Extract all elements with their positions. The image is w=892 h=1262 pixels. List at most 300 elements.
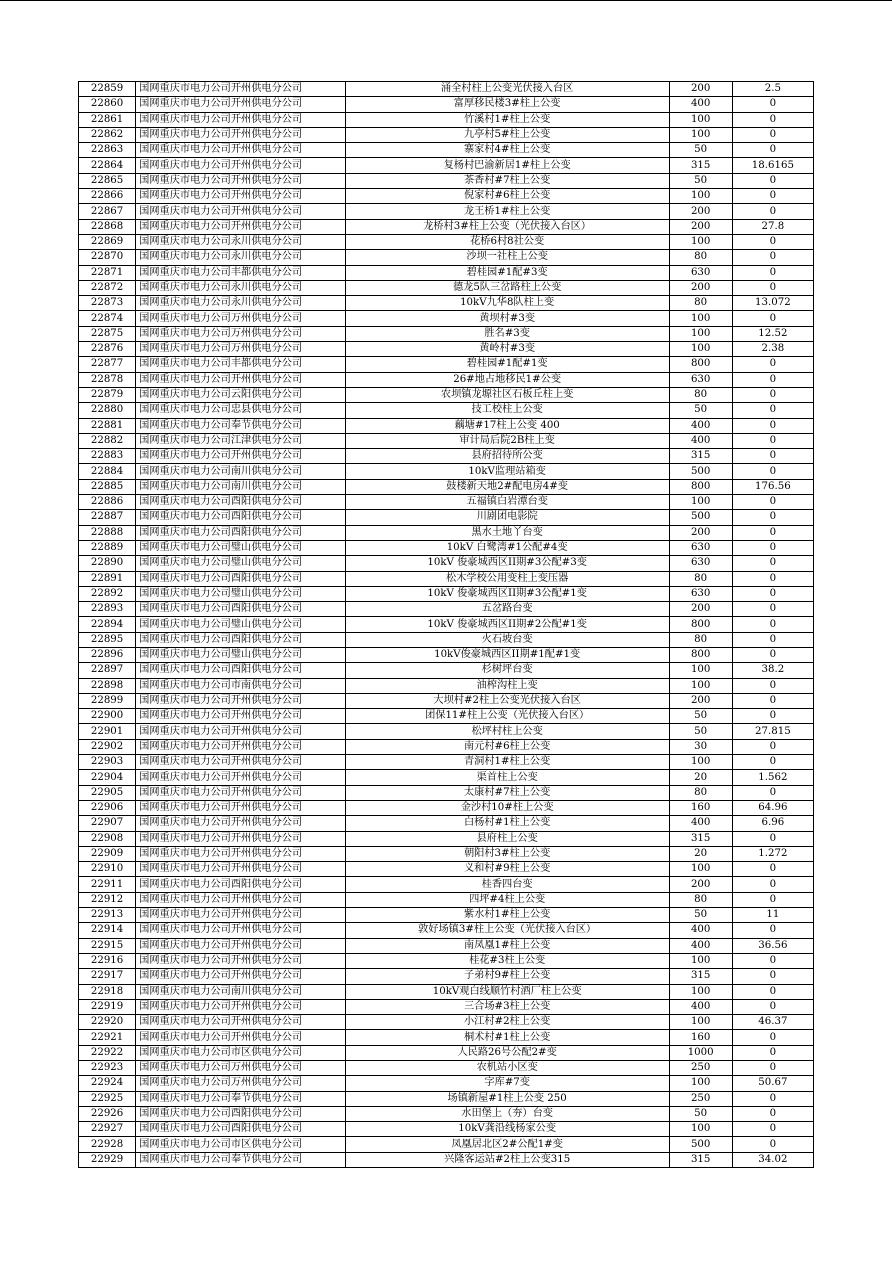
row-id-cell: 22922 [79, 1045, 136, 1060]
transformer-name-cell: 富厚移民楼3#柱上公变 [345, 97, 669, 112]
table-row [79, 1137, 814, 1152]
table-row [79, 158, 814, 173]
transformer-name-cell: 水田堡上（夯）台变 [345, 1106, 669, 1121]
transformer-name-cell: 县府柱上公变 [345, 831, 669, 846]
transformer-name-cell: 渠首柱上公变 [345, 770, 669, 785]
company-cell: 国网重庆市电力公司市南供电分公司 [136, 678, 346, 693]
row-id-cell: 22929 [79, 1152, 136, 1167]
capacity-cell: 200 [669, 525, 732, 540]
row-id-cell: 22913 [79, 908, 136, 923]
company-cell: 国网重庆市电力公司丰都供电分公司 [136, 265, 346, 280]
value-cell: 11 [732, 908, 813, 923]
company-cell: 国网重庆市电力公司万州供电分公司 [136, 1061, 346, 1076]
transformer-name-cell: 朝阳村3#柱上公变 [345, 846, 669, 861]
company-cell: 国网重庆市电力公司开州供电分公司 [136, 938, 346, 953]
capacity-cell: 100 [669, 663, 732, 678]
company-cell: 国网重庆市电力公司开州供电分公司 [136, 908, 346, 923]
transformer-name-cell: 10kV九华8队柱上变 [345, 296, 669, 311]
company-cell: 国网重庆市电力公司酉阳供电分公司 [136, 510, 346, 525]
company-cell: 国网重庆市电力公司酉阳供电分公司 [136, 632, 346, 647]
capacity-cell: 315 [669, 158, 732, 173]
row-id-cell: 22868 [79, 219, 136, 234]
row-id-cell: 22903 [79, 755, 136, 770]
transformer-name-cell: 川剧团电影院 [345, 510, 669, 525]
capacity-cell: 200 [669, 602, 732, 617]
row-id-cell: 22898 [79, 678, 136, 693]
transformer-name-cell: 白杨村#1柱上公变 [345, 816, 669, 831]
company-cell: 国网重庆市电力公司酉阳供电分公司 [136, 1106, 346, 1121]
table-row [79, 739, 814, 754]
value-cell: 0 [732, 602, 813, 617]
table-row [79, 678, 814, 693]
company-cell: 国网重庆市电力公司开州供电分公司 [136, 785, 346, 800]
transformer-name-cell: 金沙村10#柱上公变 [345, 800, 669, 815]
company-cell: 国网重庆市电力公司开州供电分公司 [136, 173, 346, 188]
row-id-cell: 22881 [79, 418, 136, 433]
capacity-cell: 50 [669, 709, 732, 724]
capacity-cell: 20 [669, 846, 732, 861]
company-cell: 国网重庆市电力公司酉阳供电分公司 [136, 495, 346, 510]
capacity-cell: 200 [669, 204, 732, 219]
value-cell: 0 [732, 433, 813, 448]
value-cell: 0 [732, 709, 813, 724]
row-id-cell: 22862 [79, 127, 136, 142]
table-row [79, 112, 814, 127]
row-id-cell: 22890 [79, 556, 136, 571]
company-cell: 国网重庆市电力公司万州供电分公司 [136, 311, 346, 326]
capacity-cell: 200 [669, 219, 732, 234]
transformer-name-cell: 德龙5队三岔路柱上公变 [345, 280, 669, 295]
company-cell: 国网重庆市电力公司璧山供电分公司 [136, 586, 346, 601]
company-cell: 国网重庆市电力公司奉节供电分公司 [136, 1152, 346, 1167]
table-row [79, 540, 814, 555]
capacity-cell: 315 [669, 831, 732, 846]
company-cell: 国网重庆市电力公司云阳供电分公司 [136, 387, 346, 402]
company-cell: 国网重庆市电力公司璧山供电分公司 [136, 540, 346, 555]
row-id-cell: 22878 [79, 372, 136, 387]
value-cell: 0 [732, 739, 813, 754]
transformer-name-cell: 鼓楼新天地2#配电房4#变 [345, 479, 669, 494]
row-id-cell: 22917 [79, 969, 136, 984]
row-id-cell: 22924 [79, 1076, 136, 1091]
row-id-cell: 22916 [79, 953, 136, 968]
transformer-name-cell: 县府招待所公变 [345, 449, 669, 464]
transformer-name-cell: 九亭村5#柱上公变 [345, 127, 669, 142]
transformer-name-cell: 南元村#6柱上公变 [345, 739, 669, 754]
row-id-cell: 22863 [79, 143, 136, 158]
capacity-cell: 800 [669, 647, 732, 662]
transformer-name-cell: 沙坝一社柱上公变 [345, 250, 669, 265]
table-row [79, 816, 814, 831]
capacity-cell: 100 [669, 953, 732, 968]
capacity-cell: 50 [669, 1106, 732, 1121]
transformer-name-cell: 10kV 俊豪城西区II期#3公配#1变 [345, 586, 669, 601]
value-cell: 0 [732, 953, 813, 968]
table-row [79, 984, 814, 999]
table-row [79, 495, 814, 510]
table-row [79, 892, 814, 907]
transformer-name-cell: 三合场#3柱上公变 [345, 999, 669, 1014]
value-cell: 0 [732, 862, 813, 877]
table-row [79, 97, 814, 112]
value-cell: 34.02 [732, 1152, 813, 1167]
capacity-cell: 630 [669, 265, 732, 280]
row-id-cell: 22861 [79, 112, 136, 127]
value-cell: 0 [732, 1122, 813, 1137]
capacity-cell: 315 [669, 969, 732, 984]
row-id-cell: 22885 [79, 479, 136, 494]
row-id-cell: 22874 [79, 311, 136, 326]
transformer-name-cell: 兴隆客运站#2柱上公变315 [345, 1152, 669, 1167]
row-id-cell: 22879 [79, 387, 136, 402]
row-id-cell: 22905 [79, 785, 136, 800]
row-id-cell: 22902 [79, 739, 136, 754]
row-id-cell: 22884 [79, 464, 136, 479]
value-cell: 0 [732, 495, 813, 510]
capacity-cell: 50 [669, 173, 732, 188]
capacity-cell: 250 [669, 1061, 732, 1076]
row-id-cell: 22906 [79, 800, 136, 815]
capacity-cell: 1000 [669, 1045, 732, 1060]
company-cell: 国网重庆市电力公司南川供电分公司 [136, 464, 346, 479]
value-cell: 0 [732, 204, 813, 219]
table-row [79, 1152, 814, 1167]
row-id-cell: 22860 [79, 97, 136, 112]
value-cell: 0 [732, 403, 813, 418]
row-id-cell: 22900 [79, 709, 136, 724]
table-row [79, 556, 814, 571]
company-cell: 国网重庆市电力公司璧山供电分公司 [136, 647, 346, 662]
capacity-cell: 100 [669, 495, 732, 510]
table-row [79, 938, 814, 953]
company-cell: 国网重庆市电力公司开州供电分公司 [136, 892, 346, 907]
value-cell: 0 [732, 372, 813, 387]
transformer-name-cell: 凤凰居北区2#公配1#变 [345, 1137, 669, 1152]
table-row [79, 265, 814, 280]
row-id-cell: 22867 [79, 204, 136, 219]
company-cell: 国网重庆市电力公司酉阳供电分公司 [136, 663, 346, 678]
company-cell: 国网重庆市电力公司永川供电分公司 [136, 280, 346, 295]
table-row [79, 219, 814, 234]
transformer-name-cell: 倪家村#6柱上公变 [345, 189, 669, 204]
capacity-cell: 315 [669, 1152, 732, 1167]
capacity-cell: 80 [669, 250, 732, 265]
company-cell: 国网重庆市电力公司酉阳供电分公司 [136, 525, 346, 540]
capacity-cell: 200 [669, 280, 732, 295]
table-row [79, 403, 814, 418]
transformer-name-cell: 四坪#4柱上公变 [345, 892, 669, 907]
value-cell: 0 [732, 586, 813, 601]
capacity-cell: 80 [669, 571, 732, 586]
company-cell: 国网重庆市电力公司万州供电分公司 [136, 1076, 346, 1091]
company-cell: 国网重庆市电力公司开州供电分公司 [136, 816, 346, 831]
value-cell: 0 [732, 525, 813, 540]
value-cell: 0 [732, 892, 813, 907]
capacity-cell: 50 [669, 403, 732, 418]
table-row [79, 250, 814, 265]
company-cell: 国网重庆市电力公司开州供电分公司 [136, 693, 346, 708]
row-id-cell: 22876 [79, 342, 136, 357]
row-id-cell: 22910 [79, 862, 136, 877]
table-row [79, 755, 814, 770]
transformer-name-cell: 龙桥村3#柱上公变（光伏接入台区） [345, 219, 669, 234]
company-cell: 国网重庆市电力公司开州供电分公司 [136, 969, 346, 984]
transformer-name-cell: 五岔路台变 [345, 602, 669, 617]
value-cell: 13.072 [732, 296, 813, 311]
transformer-name-cell: 字库#7变 [345, 1076, 669, 1091]
company-cell: 国网重庆市电力公司开州供电分公司 [136, 800, 346, 815]
row-id-cell: 22919 [79, 999, 136, 1014]
value-cell: 0 [732, 1045, 813, 1060]
table-row [79, 418, 814, 433]
table-row [79, 969, 814, 984]
table-row [79, 1030, 814, 1045]
transformer-name-cell: 涌全村柱上公变光伏接入台区 [345, 82, 669, 97]
company-cell: 国网重庆市电力公司永川供电分公司 [136, 296, 346, 311]
company-cell: 国网重庆市电力公司开州供电分公司 [136, 846, 346, 861]
transformer-name-cell: 藕塘#17柱上公变 400 [345, 418, 669, 433]
value-cell: 6.96 [732, 816, 813, 831]
company-cell: 国网重庆市电力公司丰都供电分公司 [136, 357, 346, 372]
capacity-cell: 100 [669, 311, 732, 326]
row-id-cell: 22927 [79, 1122, 136, 1137]
page-top-border [0, 0, 892, 1]
value-cell: 0 [732, 143, 813, 158]
capacity-cell: 100 [669, 342, 732, 357]
company-cell: 国网重庆市电力公司开州供电分公司 [136, 97, 346, 112]
capacity-cell: 800 [669, 479, 732, 494]
value-cell: 0 [732, 1091, 813, 1106]
transformer-name-cell: 10kV 白鹭湾#1公配#4变 [345, 540, 669, 555]
transformer-name-cell: 青洞村1#柱上公变 [345, 755, 669, 770]
value-cell: 50.67 [732, 1076, 813, 1091]
table-row [79, 143, 814, 158]
transformer-name-cell: 审计局后院2B柱上变 [345, 433, 669, 448]
value-cell: 27.815 [732, 724, 813, 739]
capacity-cell: 50 [669, 143, 732, 158]
value-cell: 0 [732, 112, 813, 127]
transformer-name-cell: 桂香四台变 [345, 877, 669, 892]
value-cell: 0 [732, 510, 813, 525]
value-cell: 0 [732, 969, 813, 984]
company-cell: 国网重庆市电力公司忠县供电分公司 [136, 403, 346, 418]
capacity-cell: 100 [669, 326, 732, 341]
row-id-cell: 22891 [79, 571, 136, 586]
company-cell: 国网重庆市电力公司酉阳供电分公司 [136, 877, 346, 892]
transformer-name-cell: 10kV观白线顺竹村酒厂柱上公变 [345, 984, 669, 999]
table-row [79, 449, 814, 464]
capacity-cell: 400 [669, 418, 732, 433]
transformer-name-cell: 碧桂园#1配#1变 [345, 357, 669, 372]
capacity-cell: 630 [669, 540, 732, 555]
company-cell: 国网重庆市电力公司开州供电分公司 [136, 724, 346, 739]
row-id-cell: 22871 [79, 265, 136, 280]
value-cell: 0 [732, 418, 813, 433]
transformer-name-cell: 太康村#7柱上公变 [345, 785, 669, 800]
company-cell: 国网重庆市电力公司万州供电分公司 [136, 326, 346, 341]
capacity-cell: 800 [669, 617, 732, 632]
row-id-cell: 22918 [79, 984, 136, 999]
capacity-cell: 200 [669, 82, 732, 97]
value-cell: 0 [732, 693, 813, 708]
capacity-cell: 100 [669, 112, 732, 127]
table-row [79, 204, 814, 219]
transformer-name-cell: 小江村#2柱上公变 [345, 1015, 669, 1030]
table-row [79, 908, 814, 923]
value-cell: 1.272 [732, 846, 813, 861]
capacity-cell: 30 [669, 739, 732, 754]
value-cell: 38.2 [732, 663, 813, 678]
table-row [79, 785, 814, 800]
table-row [79, 342, 814, 357]
transformer-name-cell: 碧桂园#1配#3变 [345, 265, 669, 280]
company-cell: 国网重庆市电力公司开州供电分公司 [136, 158, 346, 173]
transformer-name-cell: 桐术村#1柱上公变 [345, 1030, 669, 1045]
value-cell: 0 [732, 234, 813, 249]
capacity-cell: 20 [669, 770, 732, 785]
value-cell: 1.562 [732, 770, 813, 785]
row-id-cell: 22886 [79, 495, 136, 510]
row-id-cell: 22901 [79, 724, 136, 739]
capacity-cell: 80 [669, 387, 732, 402]
row-id-cell: 22915 [79, 938, 136, 953]
transformer-name-cell: 桂花#3柱上公变 [345, 953, 669, 968]
capacity-cell: 500 [669, 464, 732, 479]
table-row [79, 663, 814, 678]
table-row [79, 617, 814, 632]
company-cell: 国网重庆市电力公司开州供电分公司 [136, 219, 346, 234]
value-cell: 0 [732, 647, 813, 662]
table-row [79, 510, 814, 525]
transformer-table [78, 81, 814, 1168]
row-id-cell: 22897 [79, 663, 136, 678]
table-row [79, 311, 814, 326]
table-row [79, 571, 814, 586]
transformer-name-cell: 紫水村1#柱上公变 [345, 908, 669, 923]
row-id-cell: 22892 [79, 586, 136, 601]
capacity-cell: 50 [669, 724, 732, 739]
row-id-cell: 22912 [79, 892, 136, 907]
value-cell: 0 [732, 923, 813, 938]
company-cell: 国网重庆市电力公司开州供电分公司 [136, 372, 346, 387]
company-cell: 国网重庆市电力公司开州供电分公司 [136, 82, 346, 97]
row-id-cell: 22907 [79, 816, 136, 831]
transformer-name-cell: 黑水土地丫台变 [345, 525, 669, 540]
row-id-cell: 22921 [79, 1030, 136, 1045]
company-cell: 国网重庆市电力公司万州供电分公司 [136, 342, 346, 357]
row-id-cell: 22928 [79, 1137, 136, 1152]
table-row [79, 433, 814, 448]
company-cell: 国网重庆市电力公司奉节供电分公司 [136, 418, 346, 433]
row-id-cell: 22866 [79, 189, 136, 204]
capacity-cell: 400 [669, 938, 732, 953]
value-cell: 64.96 [732, 800, 813, 815]
transformer-name-cell: 敦好场镇3#柱上公变（光伏接入台区） [345, 923, 669, 938]
value-cell: 0 [732, 571, 813, 586]
value-cell: 0 [732, 617, 813, 632]
value-cell: 0 [732, 785, 813, 800]
value-cell: 0 [732, 464, 813, 479]
table-row [79, 770, 814, 785]
capacity-cell: 200 [669, 693, 732, 708]
transformer-name-cell: 杉树坪台变 [345, 663, 669, 678]
value-cell: 0 [732, 311, 813, 326]
table-row [79, 1045, 814, 1060]
capacity-cell: 400 [669, 433, 732, 448]
table-row [79, 1015, 814, 1030]
capacity-cell: 80 [669, 892, 732, 907]
value-cell: 2.5 [732, 82, 813, 97]
row-id-cell: 22877 [79, 357, 136, 372]
row-id-cell: 22904 [79, 770, 136, 785]
value-cell: 12.52 [732, 326, 813, 341]
capacity-cell: 100 [669, 1015, 732, 1030]
transformer-name-cell: 花桥6村8社公变 [345, 234, 669, 249]
table-row [79, 999, 814, 1014]
table-row [79, 1076, 814, 1091]
transformer-name-cell: 松坪村柱上公变 [345, 724, 669, 739]
transformer-name-cell: 义和村#9柱上公变 [345, 862, 669, 877]
transformer-name-cell: 农机站小区变 [345, 1061, 669, 1076]
table-row [79, 387, 814, 402]
company-cell: 国网重庆市电力公司开州供电分公司 [136, 831, 346, 846]
table-row [79, 189, 814, 204]
table-row [79, 831, 814, 846]
table-row [79, 602, 814, 617]
company-cell: 国网重庆市电力公司开州供电分公司 [136, 755, 346, 770]
transformer-name-cell: 大坝村#2柱上公变光伏接入台区 [345, 693, 669, 708]
value-cell: 0 [732, 831, 813, 846]
table-row [79, 877, 814, 892]
capacity-cell: 100 [669, 862, 732, 877]
transformer-name-cell: 寨家村4#柱上公变 [345, 143, 669, 158]
value-cell: 18.6165 [732, 158, 813, 173]
table-body [79, 82, 814, 1168]
value-cell: 36.56 [732, 938, 813, 953]
row-id-cell: 22896 [79, 647, 136, 662]
table-row [79, 709, 814, 724]
transformer-name-cell: 茶香村#7柱上公变 [345, 173, 669, 188]
row-id-cell: 22873 [79, 296, 136, 311]
value-cell: 0 [732, 755, 813, 770]
value-cell: 0 [732, 387, 813, 402]
row-id-cell: 22875 [79, 326, 136, 341]
table-row [79, 1122, 814, 1137]
value-cell: 0 [732, 999, 813, 1014]
row-id-cell: 22882 [79, 433, 136, 448]
transformer-name-cell: 五福镇白岩潭台变 [345, 495, 669, 510]
table-row [79, 586, 814, 601]
company-cell: 国网重庆市电力公司开州供电分公司 [136, 449, 346, 464]
transformer-name-cell: 技工校柱上公变 [345, 403, 669, 418]
value-cell: 0 [732, 556, 813, 571]
company-cell: 国网重庆市电力公司奉节供电分公司 [136, 1091, 346, 1106]
transformer-name-cell: 松木学校公用变柱上变压器 [345, 571, 669, 586]
row-id-cell: 22908 [79, 831, 136, 846]
transformer-name-cell: 10kV俊豪城西区II期#1配#1变 [345, 647, 669, 662]
company-cell: 国网重庆市电力公司开州供电分公司 [136, 1015, 346, 1030]
table-row [79, 693, 814, 708]
value-cell: 0 [732, 449, 813, 464]
transformer-name-cell: 人民路26号公配2#变 [345, 1045, 669, 1060]
capacity-cell: 800 [669, 357, 732, 372]
company-cell: 国网重庆市电力公司开州供电分公司 [136, 923, 346, 938]
capacity-cell: 100 [669, 1122, 732, 1137]
company-cell: 国网重庆市电力公司璧山供电分公司 [136, 556, 346, 571]
value-cell: 0 [732, 1061, 813, 1076]
table-row [79, 923, 814, 938]
value-cell: 0 [732, 173, 813, 188]
